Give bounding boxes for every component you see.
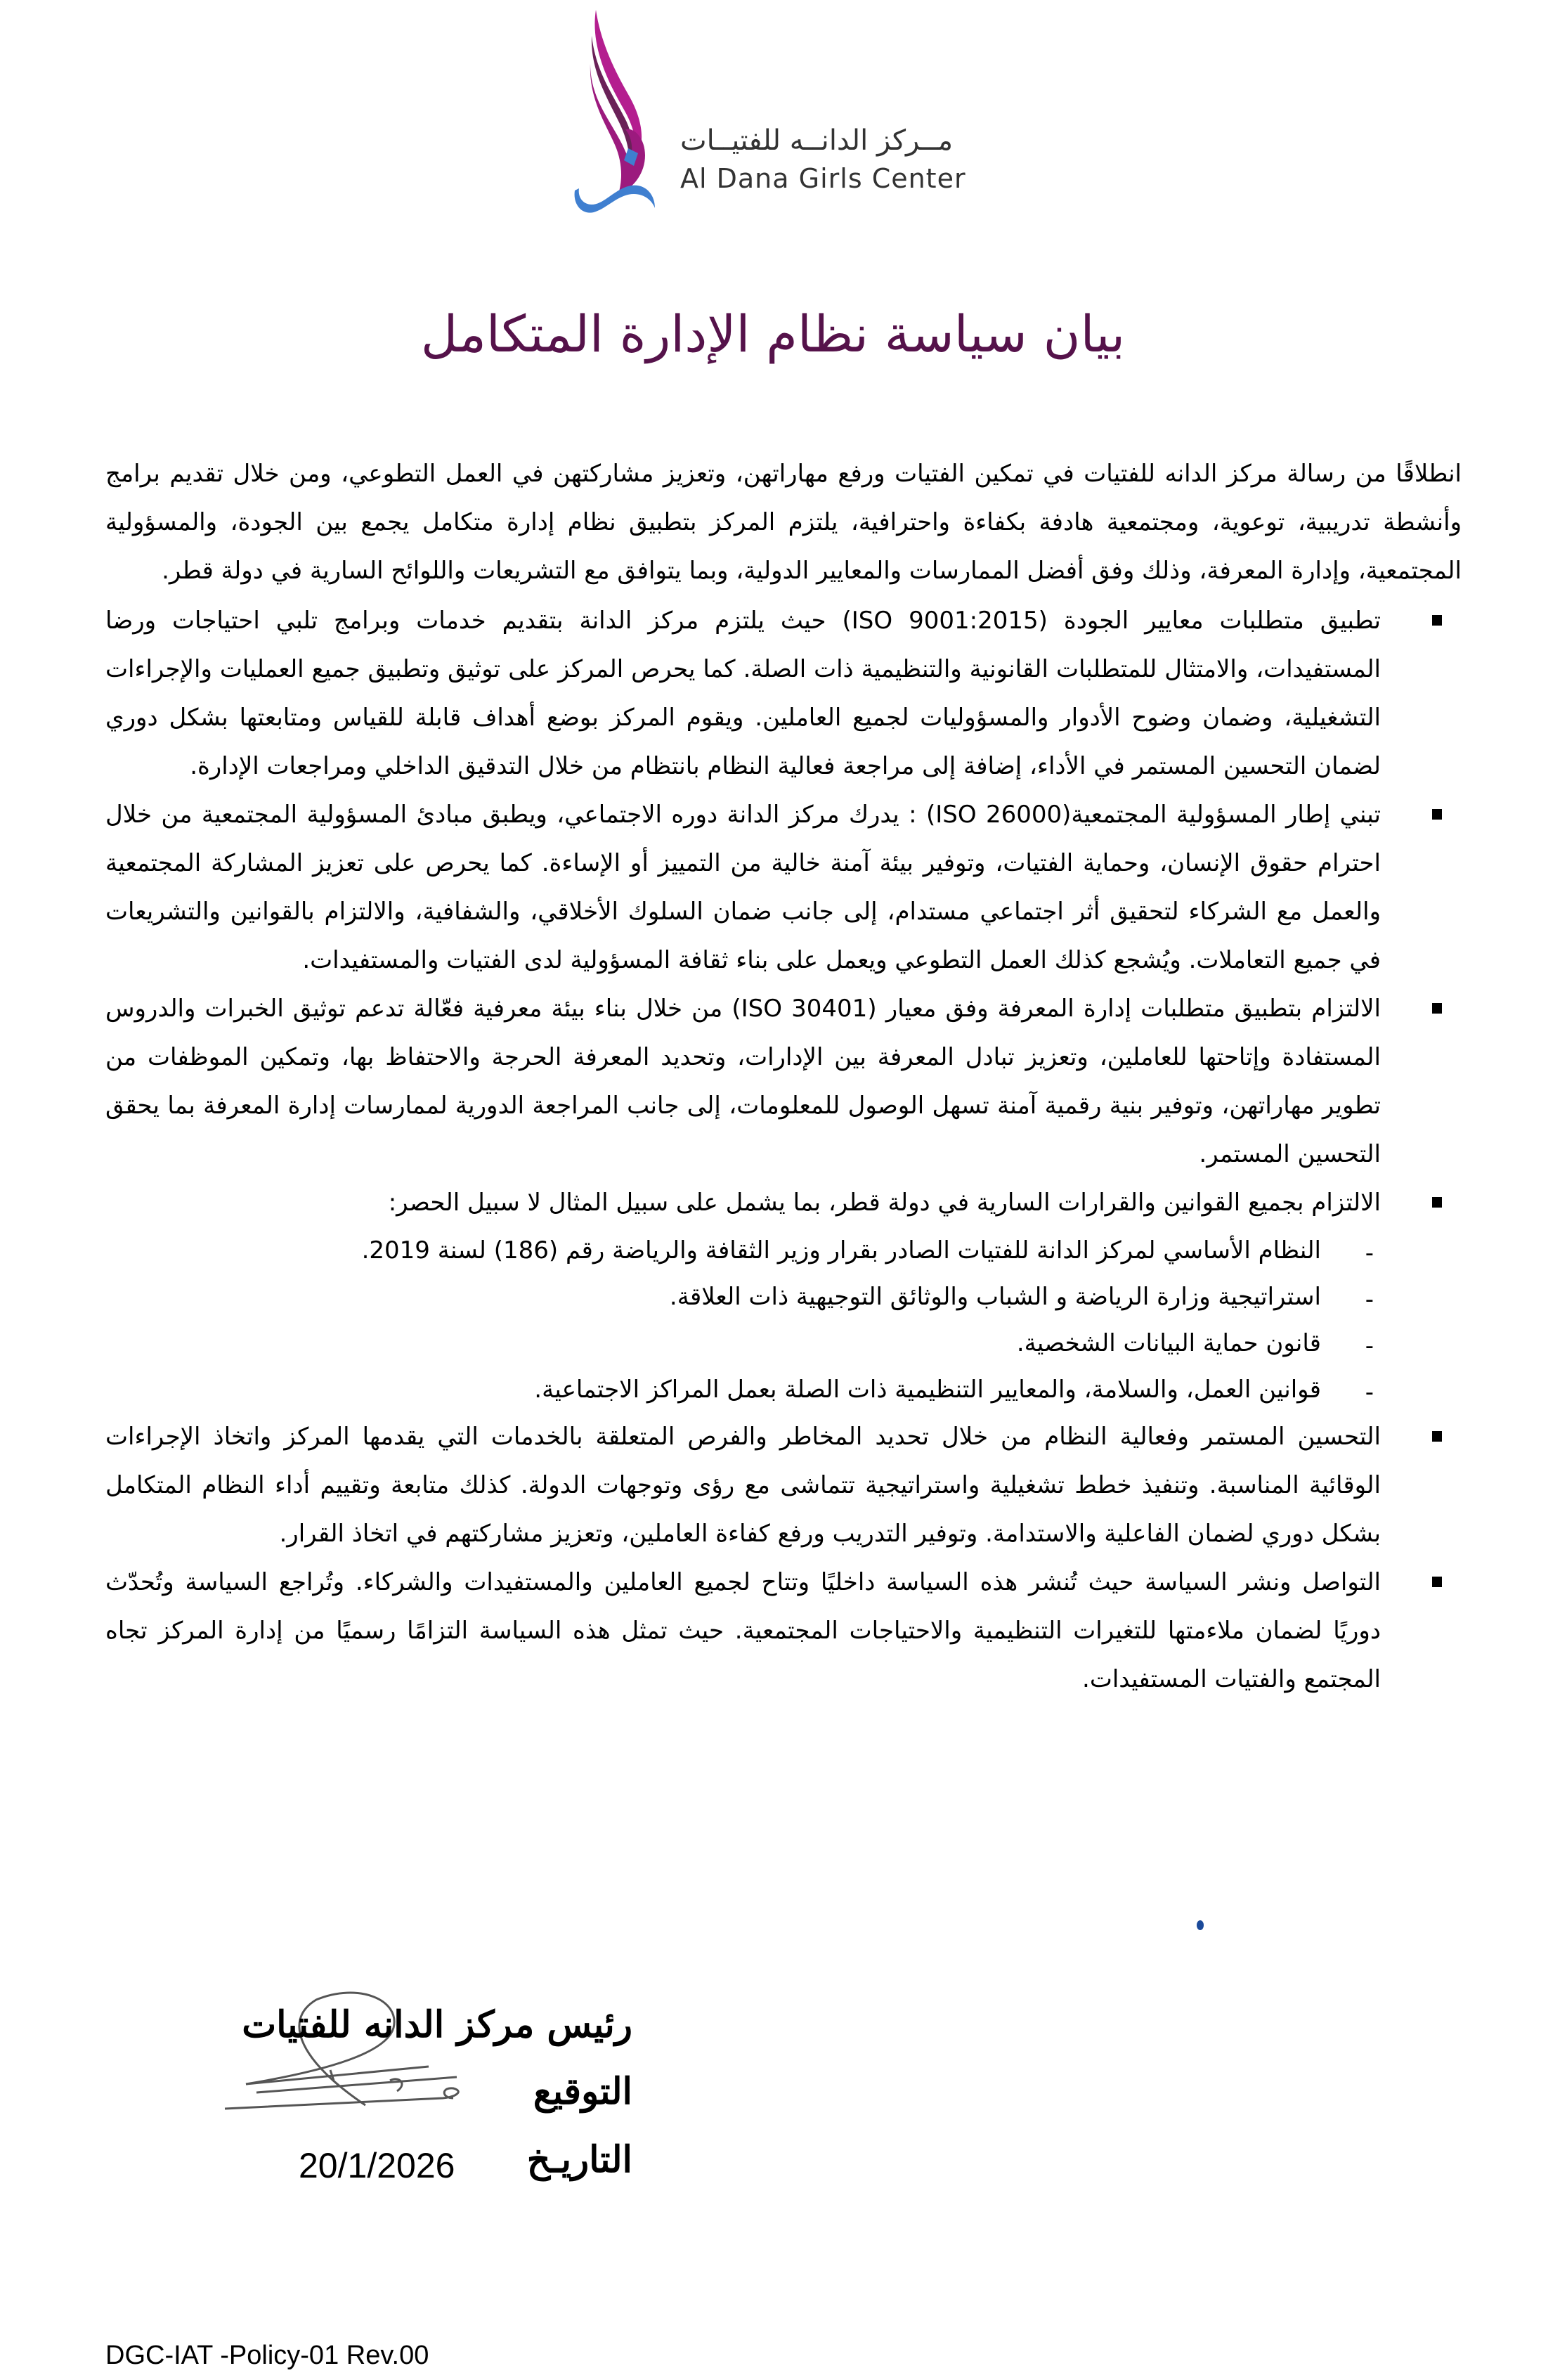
policy-item-text: الالتزام بتطبيق متطلبات إدارة المعرفة وفق معيار (ISO 30401) من خلال بناء بيئة معرفية فعّالة تدعم توثيق الخبرات والدروس المستفادة وإتاحتها للعاملين، وتعزيز تبادل المعرفة بين الإدارات، وتحديد المعرفة الحرجة والاحتفاظ بها، وتمكين الموظفات من تطوير مهاراتهن، وتوفير بنية رقمية آمنة تسهل الوصول للمعلومات، إلى جانب المراجعة الدورية لممارسات إدارة المعرفة بما يحقق التحسين المستمر. xyxy=(105,995,1381,1168)
logo-english-name: Al Dana Girls Center xyxy=(680,163,966,194)
square-bullet-icon xyxy=(1432,1431,1442,1442)
sublist-item xyxy=(105,1227,1381,1274)
policy-item-continuous-improvement xyxy=(105,1413,1462,1558)
square-bullet-icon xyxy=(1432,1197,1442,1208)
dash-bullet-icon: - xyxy=(1365,1332,1374,1360)
sublist-item-text: قوانين العمل، والسلامة، والمعايير التنظيمية ذات الصلة بعمل المراكز الاجتماعية. xyxy=(534,1376,1321,1404)
policy-item-social-responsibility xyxy=(105,791,1462,985)
page-title: بيان سياسة نظام الإدارة المتكامل xyxy=(420,304,1126,363)
policy-item-text: تطبيق متطلبات معايير الجودة (ISO 9001:2015) حيث يلتزم مركز الدانة بتقديم خدمات وبرامج تلبي احتياجات ورضا المستفيدات، والامتثال للمتطلبات القانونية والتنظيمية ذات الصلة. كما يحرص المركز على توثيق وتطبيق جميع العمليات والإجراءات التشغيلية، وضمان وضوح الأدوار والمسؤوليات لجميع العاملين. ويقوم المركز بوضع أهداف قابلة للقياس ومتابعتها بشكل دوري لضمان التحسين المستمر في الأداء، إضافة إلى مراجعة فعالية النظام بانتظام من خلال التدقيق الداخلي ومراجعات الإدارة. xyxy=(105,607,1381,780)
date-label: التاريـخ xyxy=(526,2138,632,2181)
policy-item-text: التواصل ونشر السياسة حيث تُنشر هذه السياسة داخليًا وتتاح لجميع العاملين والمستفيدات والشركاء. وتُراجع السياسة وتُحدّث دوريًا لضمان ملاءمتها للتغيرات التنظيمية والاحتياجات المجتمعية. حيث تمثل هذه السياسة التزامًا رسميًا من إدارة المركز تجاه المجتمع والفتيات المستفيدات. xyxy=(105,1568,1381,1693)
sublist-item xyxy=(105,1366,1381,1413)
dash-bullet-icon: - xyxy=(1365,1286,1374,1314)
signature-label: التوقيع xyxy=(533,2070,632,2113)
policy-item-text: التحسين المستمر وفعالية النظام من خلال تحديد المخاطر والفرص المتعلقة بالخدمات التي يقدمها المركز واتخاذ الإجراءات الوقائية المناسبة. وتنفيذ خطط تشغيلية واستراتيجية تتماشى مع رؤى وتوجهات الدولة. كذلك متابعة وتقييم أداء النظام المتكامل بشكل دوري لضمان الفاعلية والاستدامة. وتوفير التدريب ورفع كفاءة العاملين، وتعزيز مشاركتهم في اتخاذ القرار. xyxy=(105,1423,1381,1548)
signatory-title: رئيس مركز الدانه للفتيات xyxy=(242,2003,632,2046)
dash-bullet-icon: - xyxy=(1365,1378,1374,1406)
logo-arabic-name: مــركز الدانــه للفتيــات xyxy=(680,124,953,157)
intro-paragraph: انطلاقًا من رسالة مركز الدانه للفتيات في تمكين الفتيات ورفع مهاراتهن، وتعزيز مشاركتهن في العمل التطوعي، ومن خلال تقديم برامج وأنشطة تدريبية، توعوية، ومجتمعية هادفة بكفاءة واحترافية، يلتزم المركز بتطبيق نظام إدارة متكامل يجمع بين الجودة، والمسؤولية المجتمعية، وإدارة المعرفة، وذلك وفق أفضل الممارسات والمعايير الدولية، وبما يتوافق مع التشريعات واللوائح السارية في دولة قطر. xyxy=(105,460,1462,585)
square-bullet-icon xyxy=(1432,809,1442,820)
sublist-item-text: استراتيجية وزارة الرياضة و الشباب والوثائق التوجيهية ذات العلاقة. xyxy=(669,1283,1321,1311)
policy-item-legal-compliance xyxy=(105,1179,1462,1413)
policy-item-text: تبني إطار المسؤولية المجتمعية(ISO 26000) : يدرك مركز الدانة دوره الاجتماعي، ويطبق مبادئ المسؤولية المجتمعية من خلال احترام حقوق الإنسان، وحماية الفتيات، وتوفير بيئة آمنة خالية من التمييز أو الإساءة. كما يحرص على تعزيز المشاركة المجتمعية والعمل مع الشركاء لتحقيق أثر اجتماعي مستدام، إلى جانب ضمان السلوك الأخلاقي، والشفافية، والالتزام بالقوانين والتشريعات في جميع التعاملات. ويُشجع كذلك العمل التطوعي ويعمل على بناء ثقافة المسؤولية لدى الفتيات والمستفيدات. xyxy=(105,801,1381,974)
legal-sublist xyxy=(105,1227,1381,1413)
organization-logo xyxy=(569,4,1005,219)
sublist-item-text: قانون حماية البيانات الشخصية. xyxy=(1016,1329,1321,1357)
policy-item-knowledge-management xyxy=(105,985,1462,1179)
ink-dot-mark xyxy=(1197,1920,1204,1930)
document-code: DGC-IAT -Policy-01 Rev.00 xyxy=(105,2341,429,2370)
policy-item-communication xyxy=(105,1558,1462,1704)
sublist-item xyxy=(105,1274,1381,1320)
policy-body xyxy=(105,450,1462,1704)
square-bullet-icon xyxy=(1432,615,1442,626)
policy-list xyxy=(105,597,1462,1704)
policy-item-text: الالتزام بجميع القوانين والقرارات السارية في دولة قطر، بما يشمل على سبيل المثال لا سبيل الحصر: xyxy=(388,1189,1381,1217)
sublist-item-text: النظام الأساسي لمركز الدانة للفتيات الصادر بقرار وزير الثقافة والرياضة رقم (186) لسنة 2019. xyxy=(361,1236,1321,1265)
al-dana-logo-icon xyxy=(569,4,661,219)
policy-item-quality xyxy=(105,597,1462,791)
signature-date: 20/1/2026 xyxy=(299,2146,455,2185)
square-bullet-icon xyxy=(1432,1003,1442,1014)
sublist-item xyxy=(105,1320,1381,1366)
square-bullet-icon xyxy=(1432,1577,1442,1587)
signature-block xyxy=(176,1982,632,2193)
dash-bullet-icon: - xyxy=(1365,1239,1374,1267)
